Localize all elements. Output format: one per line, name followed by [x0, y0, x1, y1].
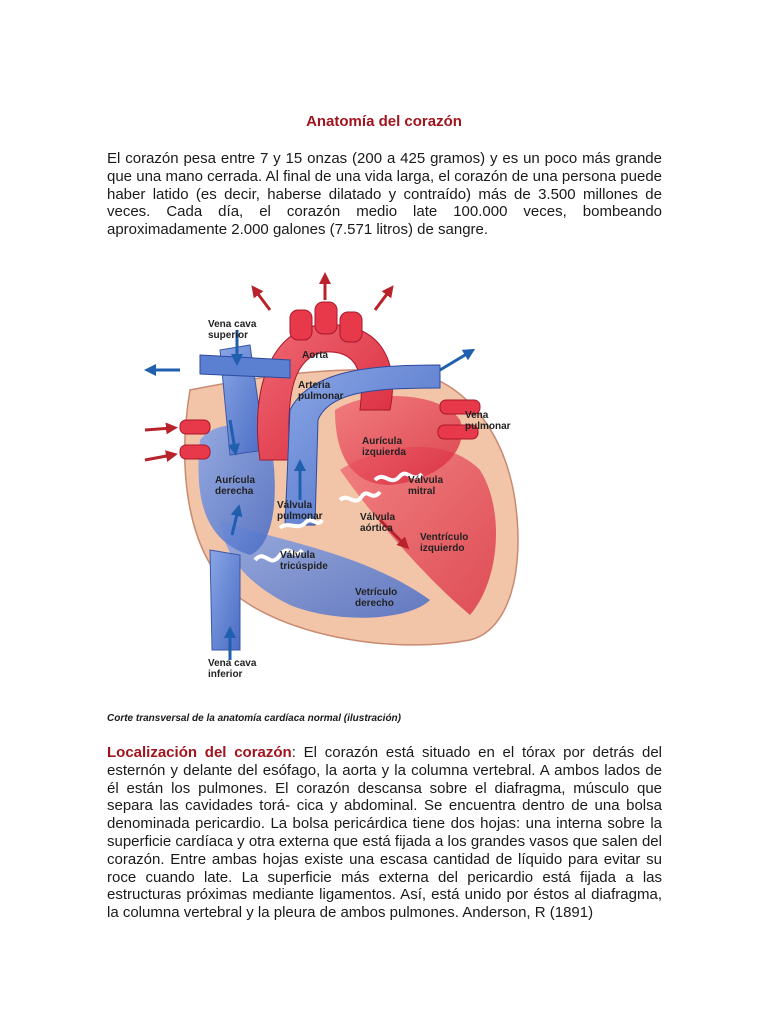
intro-paragraph: El corazón pesa entre 7 y 15 onzas (200 a 425 gramos) y es un poco más grande que una mano cerrada. Al final de una vida larga, el corazón de una persona puede haber latido (es decir, haberse dilatado y contraído) más de 3.500 millones de veces. Cada día, el corazón medio late 100.000 veces, bombeando aproximadamente 2.000 galones (7.571 litros) de sangre.	[107, 150, 662, 239]
label-vena-pulmonar-2: pulmonar	[465, 421, 511, 432]
arrow-red-1	[255, 290, 270, 310]
label-ventriculo-derecho-2: derecho	[355, 598, 394, 609]
label-auricula-izquierda-2: izquierda	[362, 447, 406, 458]
pulmonary-vein-4	[180, 445, 210, 459]
label-valvula-tricuspide-2: tricúspide	[280, 561, 328, 572]
label-valvula-mitral-1: Válvula	[408, 475, 444, 486]
location-heading: Localización del corazón	[107, 744, 292, 761]
pulmonary-vein-3	[180, 420, 210, 434]
label-ventriculo-derecho-1: Vetrículo	[355, 587, 398, 598]
label-vena-cava-superior-2: superior	[208, 330, 249, 341]
arrow-red-4	[145, 428, 172, 430]
arrow-blue-2	[440, 352, 470, 370]
aortic-branch-2	[315, 302, 337, 334]
label-valvula-pulmonar-1: Válvula	[277, 500, 313, 511]
location-paragraph	[107, 744, 662, 922]
label-vena-cava-inferior-2: inferior	[208, 669, 243, 680]
label-valvula-aortica-2: aórtica	[360, 523, 393, 534]
document-title: Anatomía del corazón	[306, 113, 462, 130]
inferior-vena-cava-shape	[210, 550, 240, 650]
label-valvula-tricuspide-1: Válvula	[280, 550, 316, 561]
aortic-branch-1	[290, 310, 312, 340]
label-valvula-pulmonar-2: pulmonar	[277, 511, 323, 522]
label-ventriculo-izquierdo-2: izquierdo	[420, 543, 465, 554]
figure-caption: Corte transversal de la anatomía cardíaca normal (ilustración)	[107, 713, 401, 724]
label-auricula-izquierda-1: Aurícula	[362, 436, 403, 447]
label-arteria-pulmonar-1: Arteria	[298, 380, 331, 391]
heart-diagram	[140, 270, 525, 690]
arrow-red-5	[145, 455, 172, 460]
label-vena-pulmonar-1: Vena	[465, 410, 489, 421]
label-auricula-derecha-1: Aurícula	[215, 475, 256, 486]
label-valvula-mitral-2: mitral	[408, 486, 436, 497]
location-body: : El corazón está situado en el tórax por detrás del esternón y delante del esófago, la aorta y la columna vertebral. A ambos lados de él están los pulmones. El corazón descansa sobre el diafragma, músculo que separa las cavidades torá- cica y abdominal. Se encuentra dentro de una bolsa denominada pericardio. La bolsa pericárdica tiene dos hojas: una interna sobre la superficie cardíaca y otra externa que está fijada a los grandes vasos que salen del corazón. Entre ambas hojas existe una escasa cantidad de líquido para evitar su roce cuando late. La superficie más externa del pericardio está fijada a las estructuras próximas mediante ligamentos. Así, está unido por éstos al diafragma, la columna vertebral y la pleura de ambos pulmones. Anderson, R (1891)	[107, 744, 663, 922]
label-vena-cava-superior-1: Vena cava	[208, 319, 257, 330]
label-arteria-pulmonar-2: pulmonar	[298, 391, 344, 402]
label-valvula-aortica-1: Válvula	[360, 512, 396, 523]
arrow-red-3	[375, 290, 390, 310]
label-auricula-derecha-2: derecha	[215, 486, 254, 497]
label-ventriculo-izquierdo-1: Ventrículo	[420, 532, 469, 543]
label-aorta: Aorta	[302, 350, 329, 361]
aortic-branch-3	[340, 312, 362, 342]
label-vena-cava-inferior-1: Vena cava	[208, 658, 257, 669]
